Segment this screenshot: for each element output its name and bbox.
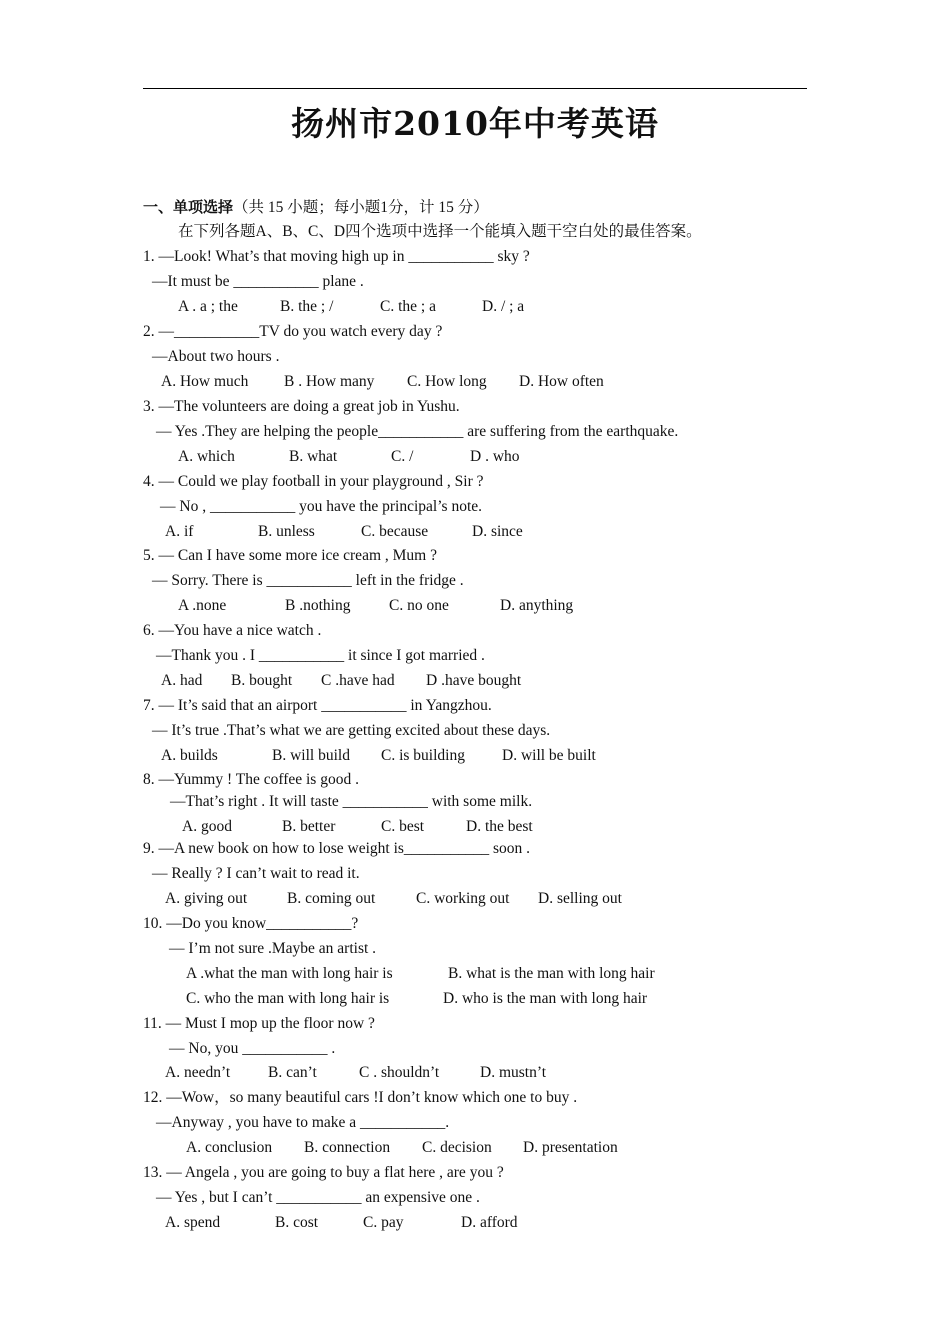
question-reply: — No, you ___________ .: [169, 1040, 336, 1057]
option-a: A. builds: [161, 747, 218, 764]
question-stem: 2. —___________TV do you watch every day ?: [143, 323, 443, 340]
option-c: C. the ; a: [380, 298, 436, 315]
option-c: C. pay: [363, 1214, 404, 1231]
question-stem: 11. — Must I mop up the floor now ?: [143, 1015, 375, 1032]
option-b: B . How many: [284, 373, 375, 390]
option-a: A. if: [165, 523, 194, 540]
option-b: B. the ; /: [280, 298, 334, 315]
option-a: A .none: [178, 597, 227, 614]
question-stem: 7. — It’s said that an airport ___________ in Yangzhou.: [143, 697, 492, 714]
question-stem: 9. —A new book on how to lose weight is___________ soon .: [143, 840, 531, 857]
option-c: C. because: [361, 523, 429, 540]
section-note: （共 15 小题；每小题1分，计 15 分）: [233, 199, 489, 216]
option-b: B. can’t: [268, 1064, 317, 1081]
question-stem: 4. — Could we play football in your playground , Sir ?: [143, 473, 484, 490]
question-reply: — Sorry. There is ___________ left in the fridge .: [152, 572, 464, 589]
question-stem: 6. —You have a nice watch .: [143, 622, 322, 639]
option-b: B. what is the man with long hair: [448, 965, 655, 982]
question-stem: 3. —The volunteers are doing a great job in Yushu.: [143, 398, 460, 415]
option-c: C .have had: [321, 672, 395, 689]
option-b: B. what: [289, 448, 338, 465]
option-d: D. mustn’t: [480, 1064, 547, 1081]
option-d: D. How often: [519, 373, 604, 390]
question-stem: 12. —Wow，so many beautiful cars !I don’t know which one to buy .: [143, 1089, 578, 1106]
option-c: C . shouldn’t: [359, 1064, 440, 1081]
header-rule: [143, 88, 807, 89]
option-c: C. best: [381, 818, 425, 835]
option-d: D. who is the man with long hair: [443, 990, 648, 1007]
question-reply: —Thank you . I ___________ it since I got married .: [156, 647, 485, 664]
option-d: D. the best: [466, 818, 533, 835]
option-a: A. giving out: [165, 890, 248, 907]
option-d: D. since: [472, 523, 523, 540]
option-c: C. How long: [407, 373, 487, 390]
option-a: A . a ; the: [178, 298, 238, 315]
option-a: A. good: [182, 818, 232, 835]
option-c: C. /: [391, 448, 414, 465]
option-c: C. no one: [389, 597, 449, 614]
question-stem: 5. — Can I have some more ice cream , Mum ?: [143, 547, 437, 564]
section-title: 一、单项选择: [143, 198, 234, 216]
option-a: A. conclusion: [186, 1139, 273, 1156]
question-reply: —Anyway , you have to make a ___________.: [156, 1114, 450, 1131]
option-d: D. anything: [500, 597, 574, 614]
option-c: C. is building: [381, 747, 465, 764]
section-heading: [143, 197, 489, 218]
option-a: A. spend: [165, 1214, 221, 1231]
question-reply: — It’s true .That’s what we are getting excited about these days.: [152, 722, 551, 739]
option-d: D. will be built: [502, 747, 596, 764]
section-instruction: 在下列各题A、B、C、D四个选项中选择一个能填入题干空白处的最佳答案。: [178, 223, 702, 240]
question-reply: —That’s right . It will taste ___________ with some milk.: [170, 793, 533, 810]
option-a: A. had: [161, 672, 203, 689]
option-b: B. unless: [258, 523, 315, 540]
option-b: B. cost: [275, 1214, 319, 1231]
option-b: B. better: [282, 818, 336, 835]
option-d: D. presentation: [523, 1139, 618, 1156]
option-b: B. will build: [272, 747, 350, 764]
question-reply: —It must be ___________ plane .: [152, 273, 364, 290]
question-stem: 1. —Look! What’s that moving high up in ___________ sky ?: [143, 248, 530, 265]
option-b: B. coming out: [287, 890, 376, 907]
option-d: D. afford: [461, 1214, 518, 1231]
question-reply: — No , ___________ you have the principal’s note.: [160, 498, 483, 515]
option-b: B. bought: [231, 672, 293, 689]
question-reply: — Yes .They are helping the people___________ are suffering from the earthquake.: [156, 423, 679, 440]
question-reply: —About two hours .: [152, 348, 280, 365]
page-title: 扬州市2010年中考英语: [291, 104, 659, 143]
option-c: C. who the man with long hair is: [186, 990, 390, 1007]
question-stem: 8. —Yummy ! The coffee is good .: [143, 771, 359, 788]
question-stem: 13. — Angela , you are going to buy a flat here , are you ?: [143, 1164, 504, 1181]
question-reply: — Yes , but I can’t ___________ an expensive one .: [156, 1189, 480, 1206]
question-stem: 10. —Do you know___________?: [143, 915, 359, 932]
option-d: D .have bought: [426, 672, 522, 689]
option-d: D . who: [470, 448, 520, 465]
option-a: A .what the man with long hair is: [186, 965, 393, 982]
option-d: D. selling out: [538, 890, 622, 907]
option-b: B .nothing: [285, 597, 351, 614]
option-a: A. How much: [161, 373, 249, 390]
option-c: C. decision: [422, 1139, 492, 1156]
question-reply: — Really ? I can’t wait to read it.: [152, 865, 360, 882]
option-a: A. which: [178, 448, 235, 465]
question-reply: — I’m not sure .Maybe an artist .: [169, 940, 377, 957]
option-b: B. connection: [304, 1139, 391, 1156]
option-d: D. / ; a: [482, 298, 525, 315]
option-a: A. needn’t: [165, 1064, 231, 1081]
option-c: C. working out: [416, 890, 510, 907]
